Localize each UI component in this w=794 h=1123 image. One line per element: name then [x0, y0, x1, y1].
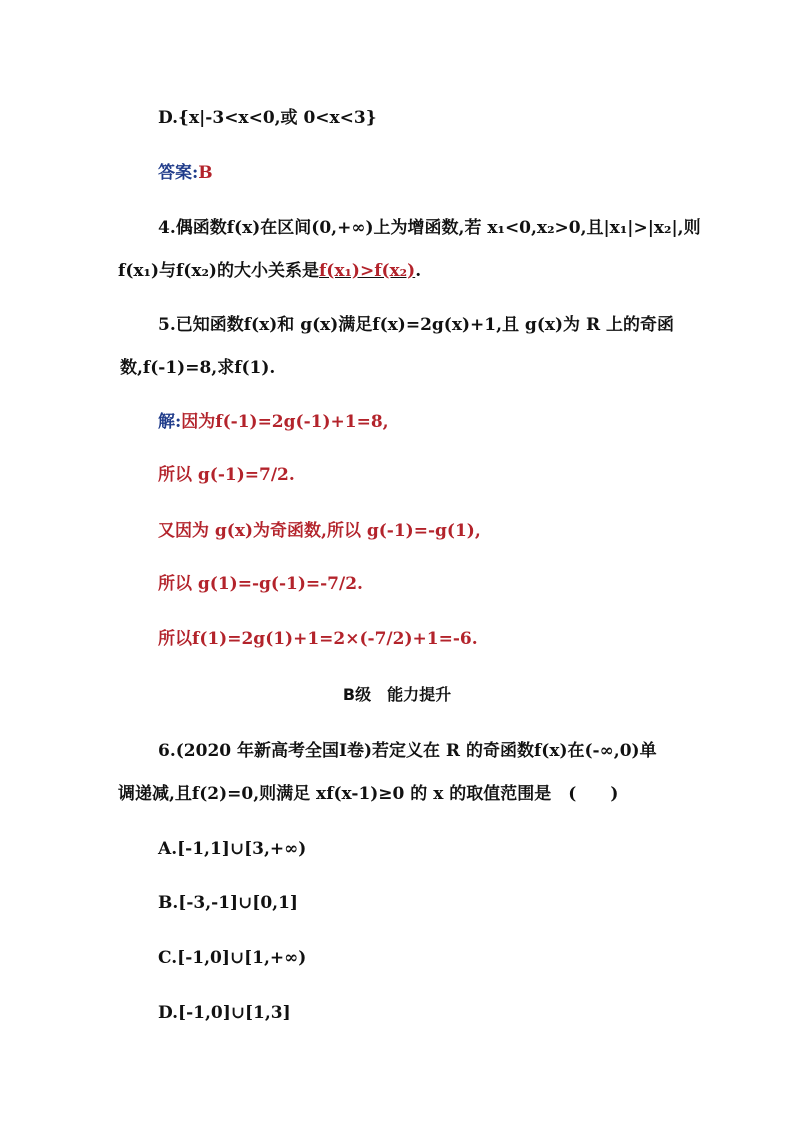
q4-answer: f(x₁)>f(x₂) — [318, 261, 416, 281]
solution-line-5: 所以f(1)=2g(1)+1=2×(-7/2)+1=-6. — [158, 629, 478, 649]
solution-line-2: 所以 g(-1)=7/2. — [158, 465, 295, 485]
q4-line-2: f(x₁)与f(x₂)的大小关系是f(x₁)>f(x₂). — [118, 261, 422, 281]
section-title: B级 能力提升 — [342, 685, 452, 704]
solution-line-1: 解:因为f(-1)=2g(-1)+1=8, — [158, 412, 389, 432]
q3-option-d — [158, 106, 377, 130]
solution-step-1: 因为f(-1)=2g(-1)+1=8, — [181, 412, 389, 432]
q4-line-1: 4.偶函数f(x)在区间(0,+∞)上为增函数,若 x₁<0,x₂>0,且|x₁|>|x₂|,则 — [158, 218, 701, 238]
q3-option-d-text: D.{x|-3<x<0,或 0<x<3} — [158, 108, 377, 128]
q3-answer: 答案:B — [158, 163, 213, 183]
answer-label: 答案 — [158, 163, 192, 183]
q6-option-a: A.[-1,1]∪[3,+∞) — [158, 839, 307, 859]
q4-line-2-text: f(x₁)与f(x₂)的大小关系是 — [118, 261, 319, 281]
q5-line-1: 5.已知函数f(x)和 g(x)满足f(x)=2g(x)+1,且 g(x)为 R 上的奇函 — [158, 315, 675, 335]
q6-option-b: B.[-3,-1]∪[0,1] — [158, 893, 298, 913]
q6-line-2: 调递减,且f(2)=0,则满足 xf(x-1)≥0 的 x 的取值范围是 ( ) — [118, 784, 619, 804]
solution-line-3: 又因为 g(x)为奇函数,所以 g(-1)=-g(1), — [158, 521, 481, 541]
answer-value: B — [198, 163, 213, 183]
q6-option-c: C.[-1,0]∪[1,+∞) — [158, 948, 307, 968]
solution-label: 解 — [158, 412, 175, 432]
q6-line-1: 6.(2020 年新高考全国Ⅰ卷)若定义在 R 的奇函数f(x)在(-∞,0)单 — [158, 741, 657, 761]
q6-option-d: D.[-1,0]∪[1,3] — [158, 1003, 291, 1023]
q5-line-2: 数,f(-1)=8,求f(1). — [120, 358, 276, 378]
solution-line-4: 所以 g(1)=-g(-1)=-7/2. — [158, 574, 363, 594]
